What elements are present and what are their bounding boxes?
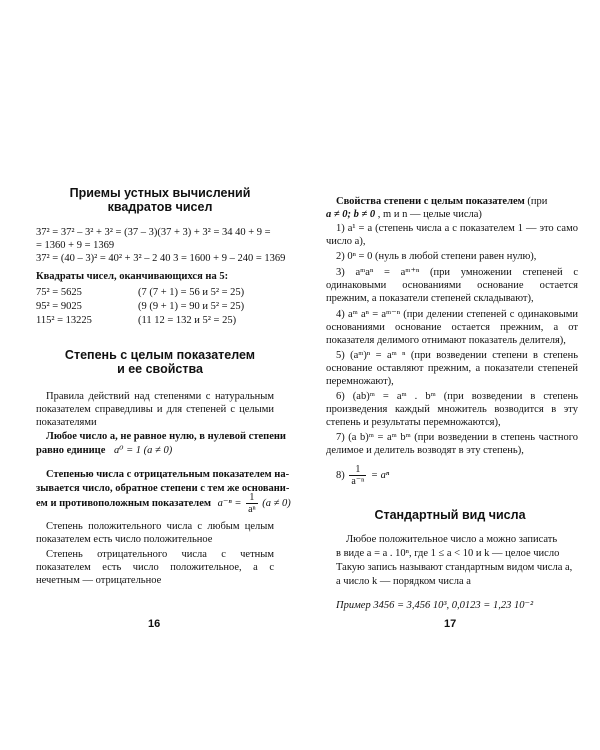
property-3: 3) aᵐaⁿ = aᵐ⁺ⁿ (при умножении степеней с одинаковыми основаниями основание остается прежним, а показатели степеней складывают), xyxy=(326,267,578,304)
property-8-rhs: = aⁿ xyxy=(370,470,390,481)
standard-form-line1: Любое положительное число a можно записать xyxy=(346,534,558,545)
heading-integer-exponent-line1: Степень с целым показателем xyxy=(64,348,256,362)
rule-neg-lhs: a⁻ⁿ = xyxy=(217,498,242,509)
squares-heading: Квадраты чисел, оканчивающихся на 5: xyxy=(36,271,229,282)
property-8-fraction xyxy=(349,464,366,487)
rule-neg-numerator: 1 xyxy=(246,492,258,504)
rule-neg-denominator: aⁿ xyxy=(248,504,256,516)
standard-form-line4: а число k — порядком числа a xyxy=(336,576,471,587)
property-5: 5) (aᵐ)ⁿ = aᵐ ⁿ (при возведении степени в степень основание оставляют прежним, а показатели степеней перемножают), xyxy=(326,350,578,387)
props-heading: Свойства степени с целым показателем xyxy=(336,196,525,207)
property-6: 6) (ab)ᵐ = aᵐ . bᵐ (при возведении в степень произведения каждый множитель возводится в эту степень и результаты перемножаются), xyxy=(326,391,578,428)
heading-mental-calc-line2: квадратов чисел xyxy=(107,200,213,214)
squares-row-1-right: (7 (7 + 1) = 56 и 5² = 25) xyxy=(138,287,245,298)
rule-neg-line3: ем и противоположным показателем xyxy=(36,498,212,509)
page-number-right: 17 xyxy=(444,618,457,630)
property-1: 1) a¹ = a (степень числа a с показателем 1 — это само число a), xyxy=(326,223,578,247)
squares-row-1-left: 75² = 5625 xyxy=(36,287,82,298)
property-8-denominator: a⁻ⁿ xyxy=(351,476,365,488)
rule-neg-line2: зывается число, обратное степени с тем же основани- xyxy=(36,483,290,494)
calc2-line1: 37² = (40 – 3)² = 40² + 3² – 2 40 3 = 1600 + 9 – 240 = 1369 xyxy=(36,253,286,264)
property-8-row xyxy=(336,464,389,488)
standard-form-line2: в виде a = a . 10ⁿ, где 1 ≤ a < 10 и k — целое число xyxy=(336,548,560,559)
rule-neg-fraction xyxy=(246,492,258,515)
property-7: 7) (a b)ᵐ = aᵐ bᵐ (при возведении в степень частного делимое и делитель возводят в эту степень), xyxy=(326,432,578,456)
standard-form-example xyxy=(336,599,533,612)
squares-row-3-left: 115² = 13225 xyxy=(36,315,92,326)
calc1-line1: 37² = 37² – 3² + 3² = (37 – 3)(37 + 3) + 3² = 34 40 + 9 = xyxy=(36,227,271,238)
left-page xyxy=(0,0,290,750)
props-heading-row xyxy=(336,195,547,208)
squares-row-3-right: (11 12 = 132 и 5² = 25) xyxy=(138,315,237,326)
heading-mental-calc-line1: Приемы устных вычислений xyxy=(69,186,251,200)
property-8-numerator: 1 xyxy=(349,464,366,476)
para-positive-number-power: Степень положительного числа с любым целым показателем есть число положительное xyxy=(36,521,274,545)
example-text: Пример 3456 = 3,456 10³, 0,0123 = 1,23 10⁻² xyxy=(336,600,534,611)
rule-zero-formula: a⁰ = 1 (a ≠ 0) xyxy=(114,445,173,456)
para-negative-number-power: Степень отрицательного числа с четным показателем есть число положительное, а с нечетным — отрицательное xyxy=(36,549,274,586)
right-page xyxy=(300,0,600,750)
heading-standard-form: Стандартный вид числа xyxy=(374,508,526,522)
property-4: 4) aᵐ aⁿ = aᵐ⁻ⁿ (при делении степеней с одинаковыми основаниями основание остается прежним, а от показателя делимого отнимают показатель делителя), xyxy=(326,309,578,346)
property-8-label: 8) xyxy=(336,470,345,481)
props-condition-rest: , m и n — целые числа) xyxy=(377,209,482,220)
rule-zero-line1: Любое число a, не равное нулю, в нулевой степени xyxy=(46,431,286,442)
rule-neg-line1: Степенью числа с отрицательным показателем на- xyxy=(46,469,290,480)
props-condition-row xyxy=(326,208,482,221)
props-heading-rest: (при xyxy=(527,196,548,207)
heading-integer-exponent-line2: и ее свойства xyxy=(117,362,203,376)
calc1-line2: = 1360 + 9 = 1369 xyxy=(36,240,115,251)
rule-neg-condition: (a ≠ 0) xyxy=(262,498,291,509)
standard-form-line3: Такую запись называют стандартным видом числа a, xyxy=(336,562,573,573)
props-condition: a ≠ 0; b ≠ 0 xyxy=(326,209,376,220)
rule-zero-line2-row xyxy=(36,444,172,457)
squares-row-2-right: (9 (9 + 1) = 90 и 5² = 25) xyxy=(138,301,245,312)
rule-neg-line3-row xyxy=(36,492,291,516)
page-number-left: 16 xyxy=(148,618,161,630)
rule-zero-line2: равно единице xyxy=(36,445,106,456)
squares-row-2-left: 95² = 9025 xyxy=(36,301,82,312)
property-2: 2) 0ⁿ = 0 (нуль в любой степени равен нулю), xyxy=(336,251,537,262)
para-natural-exponent-rules: Правила действий над степенями с натуральным показателем справедливы и для степеней с целыми показателями xyxy=(36,391,274,428)
